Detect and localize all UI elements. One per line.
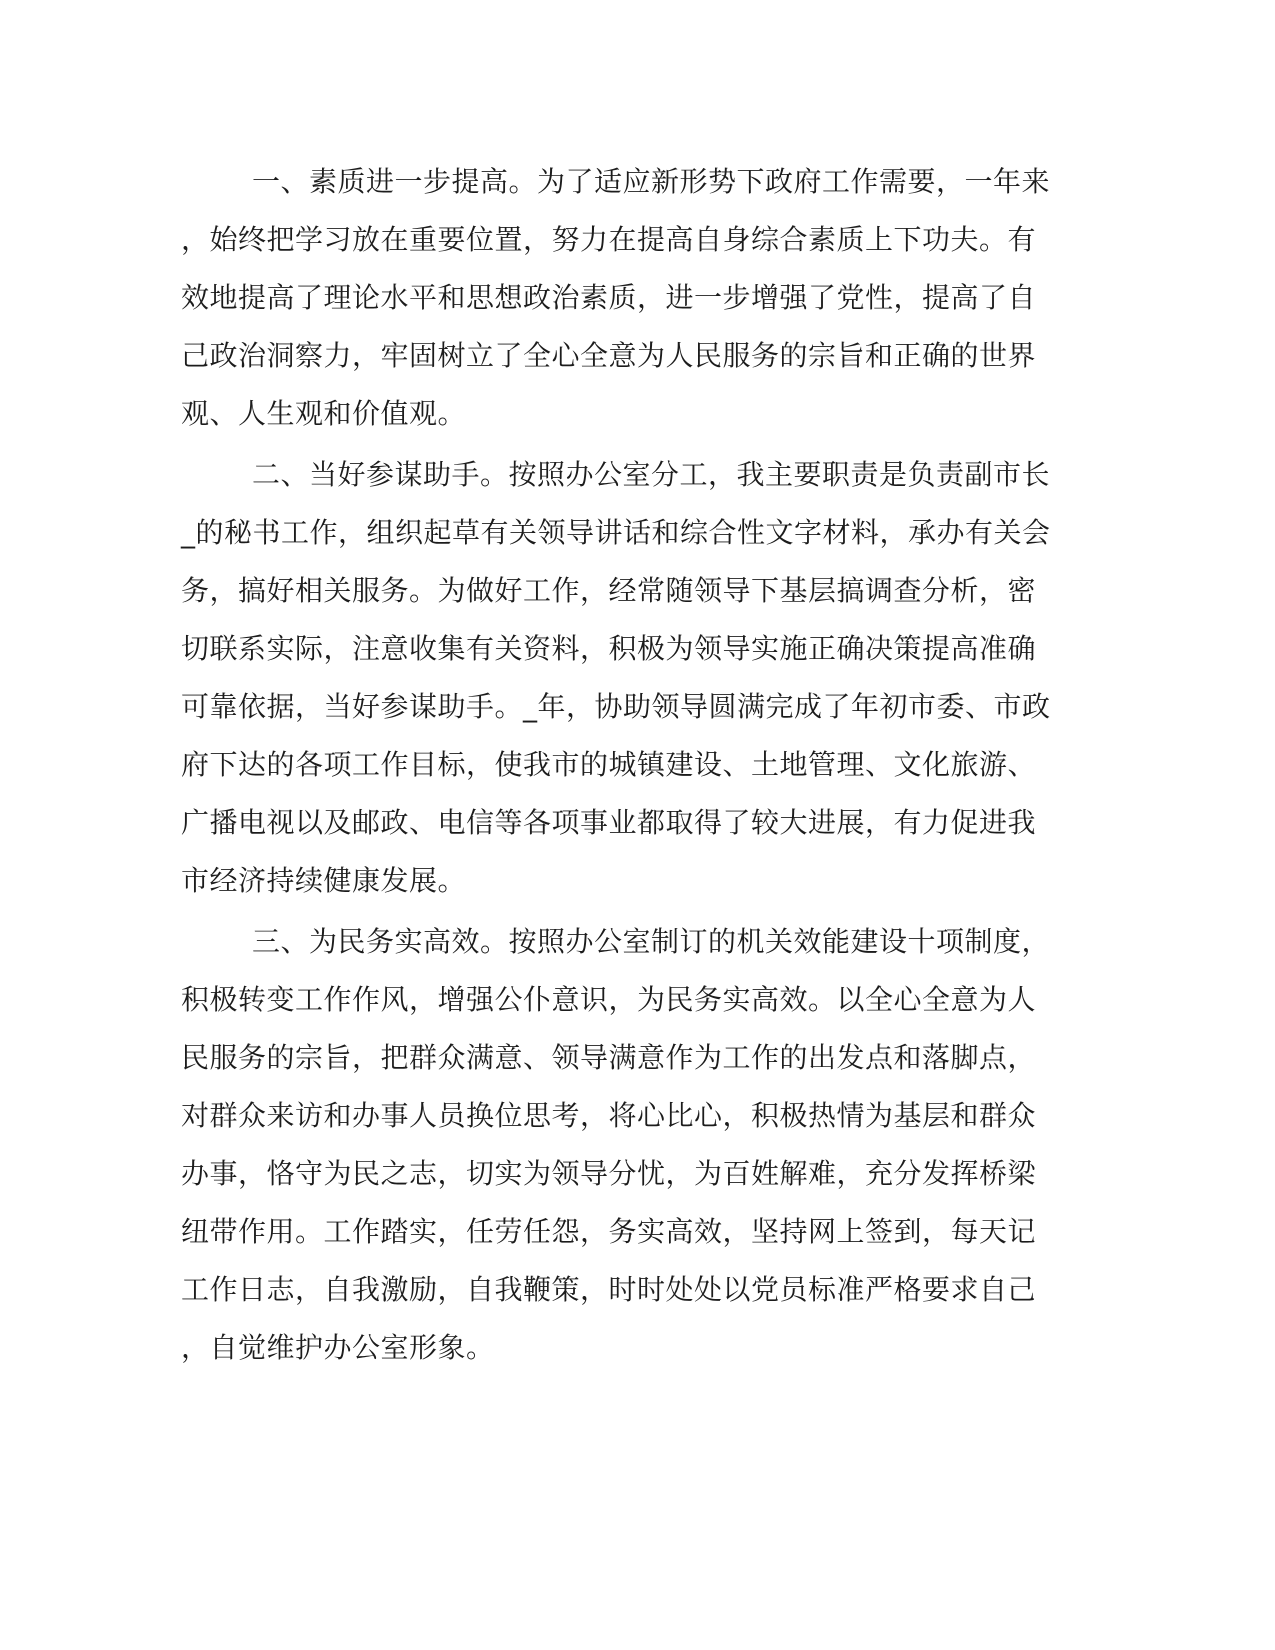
text-line: 务，搞好相关服务。为做好工作，经常随领导下基层搞调查分析，密	[181, 574, 1037, 607]
text-line: 纽带作用。工作踏实，任劳任怨，务实高效，坚持网上签到，每天记	[181, 1215, 1037, 1248]
text-line: 二、当好参谋助手。按照办公室分工，我主要职责是负责副市长	[252, 458, 1051, 491]
text-line: 积极转变工作作风，增强公仆意识，为民务实高效。以全心全意为人	[181, 983, 1037, 1016]
text-line: 民服务的宗旨，把群众满意、领导满意作为工作的出发点和落脚点，	[181, 1041, 1037, 1074]
text-line: 对群众来访和办事人员换位思考，将心比心，积极热情为基层和群众	[181, 1099, 1037, 1132]
text-line: ，始终把学习放在重要位置，努力在提高自身综合素质上下功夫。有	[181, 223, 1037, 256]
text-line: 市经济持续健康发展。	[181, 864, 467, 897]
text-line: 己政治洞察力，牢固树立了全心全意为人民服务的宗旨和正确的世界	[181, 339, 1037, 372]
text-line: 效地提高了理论水平和思想政治素质，进一步增强了党性，提高了自	[181, 281, 1037, 314]
text-line: 工作日志，自我激励，自我鞭策，时时处处以党员标准严格要求自己	[181, 1273, 1037, 1306]
text-line: 府下达的各项工作目标，使我市的城镇建设、土地管理、文化旅游、	[181, 748, 1037, 781]
text-line: 办事，恪守为民之志，切实为领导分忧，为百姓解难，充分发挥桥梁	[181, 1157, 1037, 1190]
text-line: 观、人生观和价值观。	[181, 397, 467, 430]
text-line: 广播电视以及邮政、电信等各项事业都取得了较大进展，有力促进我	[181, 806, 1037, 839]
text-line: 三、为民务实高效。按照办公室制订的机关效能建设十项制度，	[252, 925, 1051, 958]
text-line: 一、素质进一步提高。为了适应新形势下政府工作需要，一年来	[252, 165, 1051, 198]
text-line: _的秘书工作，组织起草有关领导讲话和综合性文字材料，承办有关会	[181, 516, 1051, 549]
text-line: ，自觉维护办公室形象。	[181, 1331, 495, 1364]
text-line: 可靠依据，当好参谋助手。_年，协助领导圆满完成了年初市委、市政	[181, 690, 1051, 723]
text-line: 切联系实际，注意收集有关资料，积极为领导实施正确决策提高准确	[181, 632, 1037, 665]
